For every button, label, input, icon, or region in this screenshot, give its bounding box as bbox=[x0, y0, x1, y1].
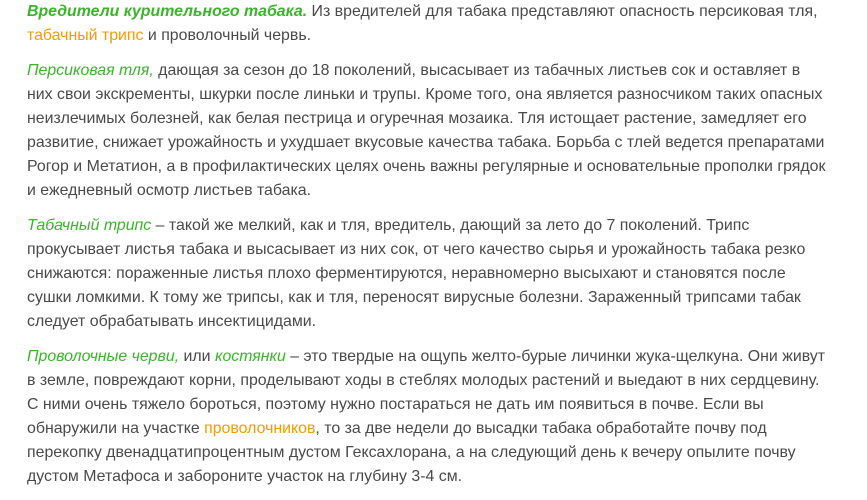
wireworms-link[interactable]: проволочников bbox=[204, 420, 316, 437]
pest-name: Табачный трипс bbox=[27, 217, 152, 234]
article-body bbox=[27, 0, 827, 500]
paragraph-text: и проволочный червь. bbox=[143, 27, 312, 44]
paragraph-tobacco-thrips bbox=[27, 214, 827, 334]
paragraph-text: дающая за сезон до 18 поколений, высасывает из табачных листьев сок и оставляет в них свои экскременты, шкурки после линьки и трупы. Кроме того, она является разносчиком таких опасных неизлечимых болезней, как белая пестрица и огуречная мозаика. Тля истощает растение, замедляет его развитие, снижает урожайность и ухудшает вкусовые качества табака. Борьба с тлей ведется препаратами Рогор и Метатион, а в профилактических целях очень важны регулярные и основательные прополки грядок и ежедневный осмотр листьев табака. bbox=[27, 62, 826, 199]
tobacco-thrips-link[interactable]: табачный трипс bbox=[27, 27, 144, 44]
pest-name: Проволочные черви, bbox=[27, 348, 180, 365]
paragraph-text: или bbox=[179, 348, 215, 365]
paragraph-text: Из вредителей для табака представляют опасность персиковая тля, bbox=[307, 3, 818, 20]
section-heading: Вредители курительного табака. bbox=[27, 3, 308, 20]
paragraph-text: – такой же мелкий, как и тля, вредитель, дающий за лето до 7 поколений. Трипс прокусывает листья табака и высасывает из них сок, от чего качество сырья и урожайность табака резко снижаются: пораженные листья плохо ферментируются, неравномерно высыхают и становятся после сушки ломкими. К тому же трипсы, как и тля, переносят вирусные болезни. Зараженный трипсами табак следует обрабатывать инсектицидами. bbox=[27, 217, 806, 330]
paragraph-intro bbox=[27, 0, 827, 48]
paragraph-peach-aphid bbox=[27, 59, 827, 203]
pest-alt-name: костянки bbox=[214, 348, 286, 365]
paragraph-wireworms bbox=[27, 345, 827, 489]
paragraph-text: , то за две недели до высадки табака обработайте почву под перекопку двенадцатипроцентным дустом Гексахлорана, а на следующий день к вечеру опылите почву дустом Метафоса и забороните участок на глубину 3-4 см. bbox=[27, 420, 796, 485]
paragraph-text: – это твердые на ощупь желто-бурые личинки жука-щелкуна. Они живут в земле, повреждают корни, проделывают ходы в стеблях молодых растений и выедают в них сердцевину. С ними очень тяжело бороться, поэтому нужно постараться не дать им появиться в почве. Если вы обнаружили на участке bbox=[27, 348, 826, 437]
pest-name: Персиковая тля, bbox=[27, 62, 154, 79]
